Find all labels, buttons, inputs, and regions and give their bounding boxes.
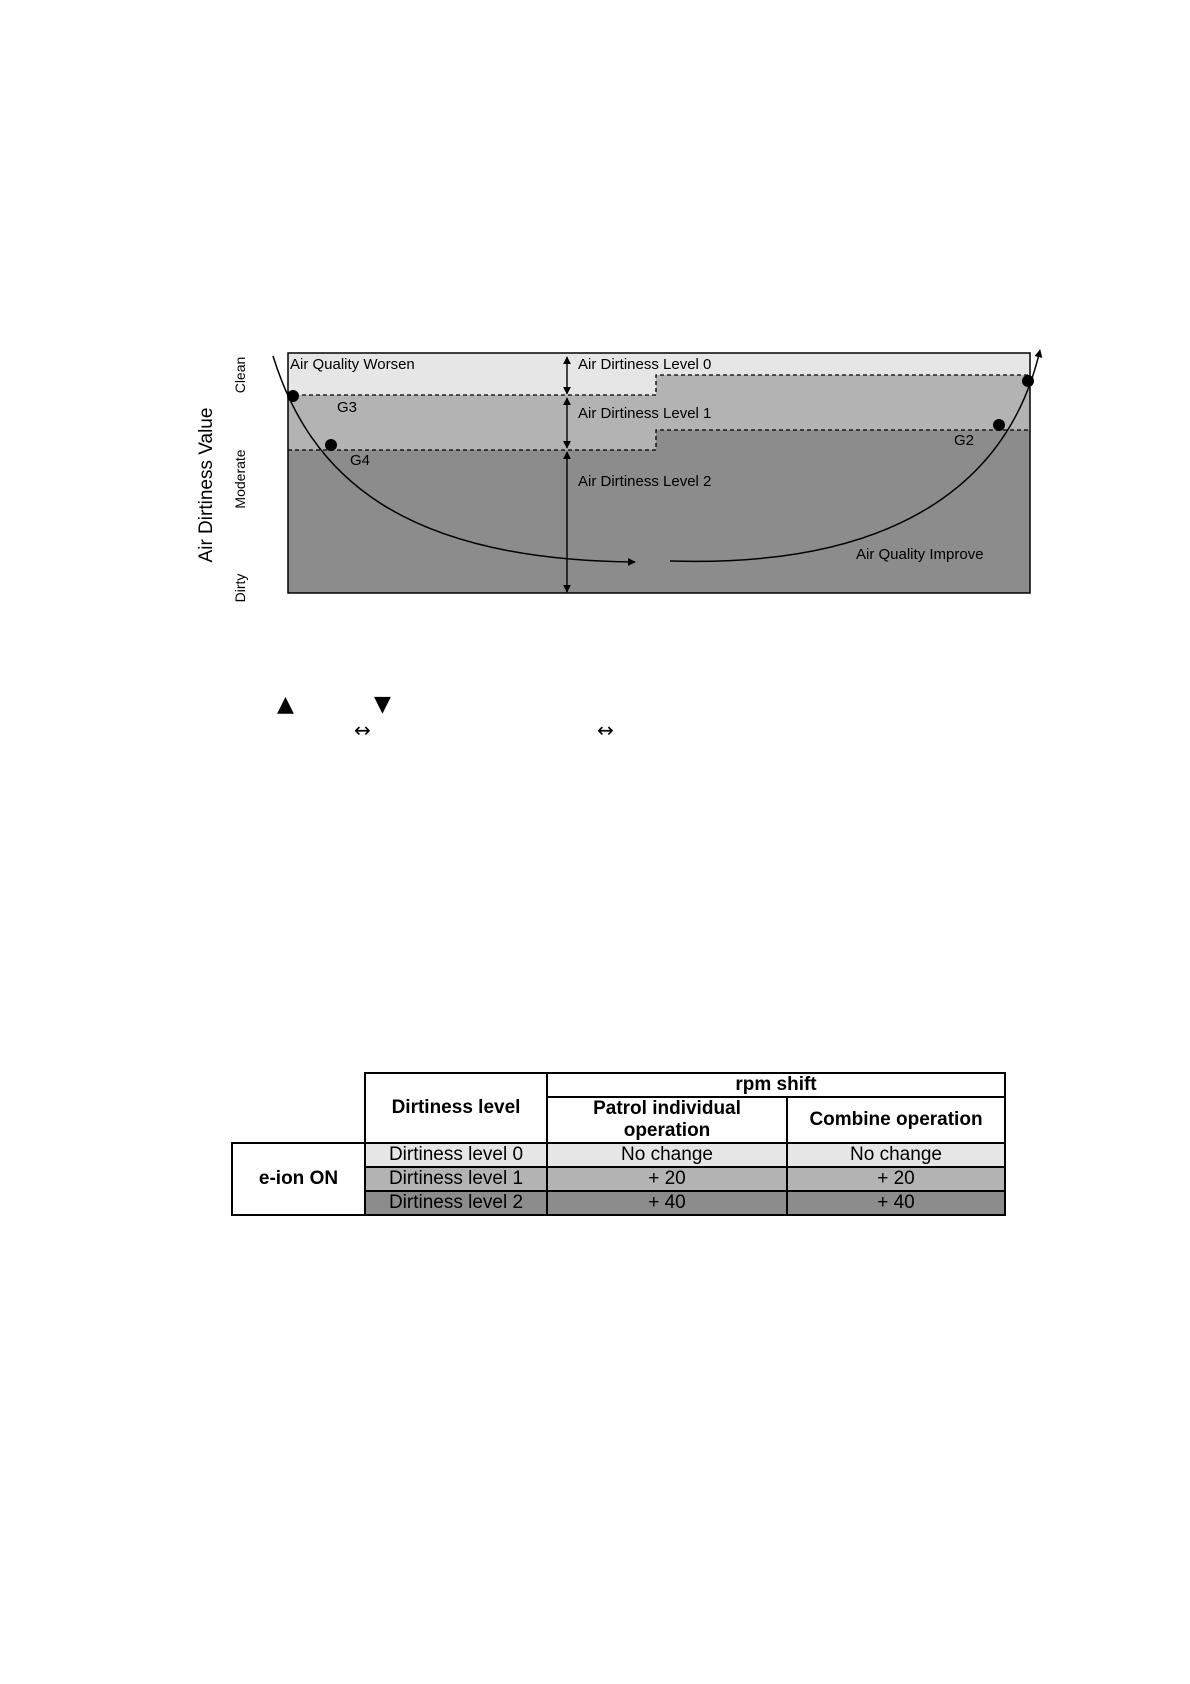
- combine-header: Combine operation: [787, 1097, 1005, 1143]
- y-axis-title: Air Dirtiness Value: [196, 407, 217, 563]
- g4-label: G4: [350, 452, 371, 469]
- table-corner: [232, 1073, 365, 1143]
- g2-label: G2: [954, 432, 975, 449]
- patrol-header: Patrol individual operation: [547, 1097, 787, 1143]
- g2-point: [993, 419, 1005, 431]
- y-category-clean: Clean: [232, 356, 248, 394]
- combine-cell: No change: [787, 1143, 1005, 1167]
- dirtiness-level-header: Dirtiness level: [365, 1073, 547, 1143]
- level2-label: Air Dirtiness Level 2: [578, 473, 712, 490]
- y-category-dirty: Dirty: [232, 573, 248, 603]
- level-cell: Dirtiness level 1: [365, 1167, 547, 1191]
- combine-cell: + 20: [787, 1167, 1005, 1191]
- table-row: [232, 1143, 1005, 1167]
- up-triangle-icon: ▲: [277, 692, 294, 717]
- patrol-cell: + 40: [547, 1191, 787, 1215]
- rpm-shift-table: [231, 1072, 1006, 1216]
- patrol-cell: No change: [547, 1143, 787, 1167]
- rpm-shift-header: rpm shift: [547, 1073, 1005, 1097]
- y-category-moderate: Moderate: [232, 449, 248, 509]
- improve-label: Air Quality Improve: [856, 546, 984, 563]
- down-triangle-icon: ▼: [374, 692, 391, 717]
- e-ion-on-label: e-ion ON: [232, 1143, 365, 1215]
- level0-label: Air Dirtiness Level 0: [578, 356, 712, 373]
- air-dirtiness-diagram: [0, 0, 1190, 640]
- combine-cell: + 40: [787, 1191, 1005, 1215]
- g4-point: [325, 439, 337, 451]
- level-cell: Dirtiness level 2: [365, 1191, 547, 1215]
- patrol-cell: + 20: [547, 1167, 787, 1191]
- double-arrow-icon-2: ↔: [597, 718, 614, 742]
- double-arrow-icon: ↔: [354, 718, 371, 742]
- worsen-label: Air Quality Worsen: [290, 356, 415, 373]
- level1-label: Air Dirtiness Level 1: [578, 405, 712, 422]
- g1-point: [1022, 375, 1034, 387]
- level-cell: Dirtiness level 0: [365, 1143, 547, 1167]
- g3-point: [287, 390, 299, 402]
- g3-label: G3: [337, 399, 358, 416]
